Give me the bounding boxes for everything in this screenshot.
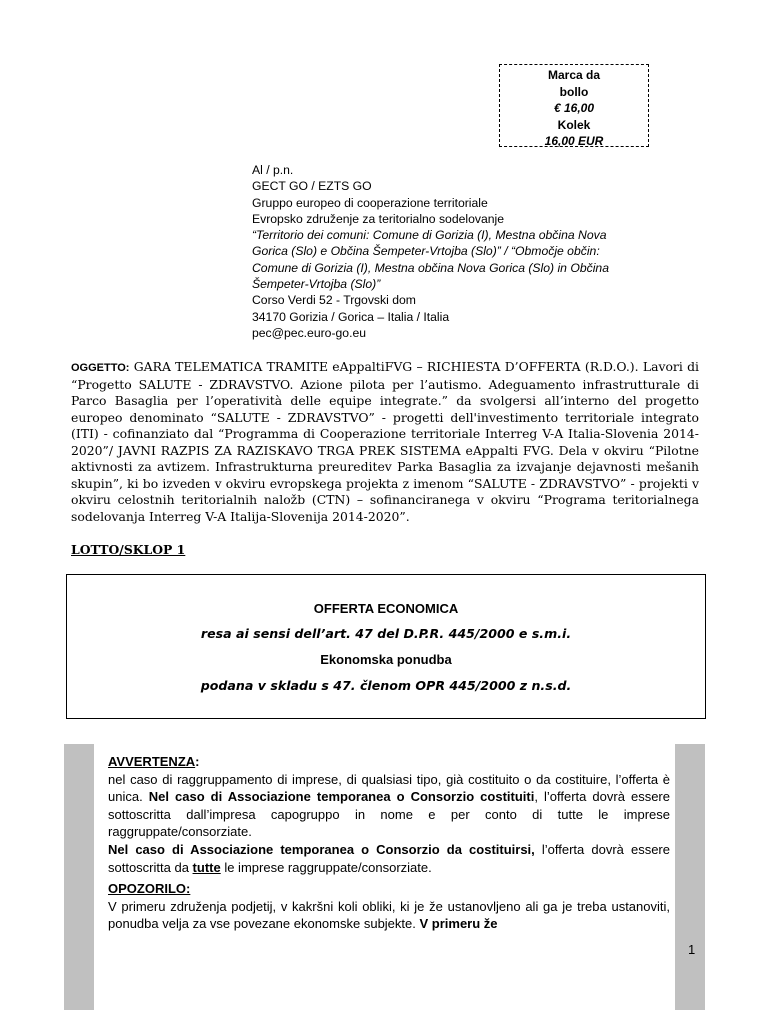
stamp-amount: € 16,00 [553,101,595,115]
pec-email: pec@pec.euro-go.eu [252,325,367,340]
address-line: Šempeter-Vrtojba (Slo)” [252,277,381,292]
warning-paragraph: nel caso di raggruppamento di imprese, di qualsiasi tipo, già costituito o da costituire, l’offerta è unica. Nel caso di Associazione temporanea o Consorzio costituiti, l’offerta dovrà essere sottoscritta dall’impresa capogruppo in nome e per conto di tutte le imprese raggruppate/consorziate. [108,771,670,840]
subject-label: OGGETTO: [71,362,130,374]
margin-bar-left [64,744,94,1010]
address-line: Corso Verdi 52 - Trgovski dom [252,293,416,308]
offer-subtitle-it: resa ai sensi dell’art. 47 del D.P.R. 445/2000 e s.m.i. [200,626,572,641]
address-line: “Territorio dei comuni: Comune di Gorizia (I), Mestna občina Nova [252,228,607,243]
page-number: 1 [688,942,696,957]
warning-heading: AVVERTENZA: [108,754,200,769]
address-line: Gruppo europeo di cooperazione territoriale [252,195,488,210]
recipient-address [252,162,672,341]
warning-section [108,753,670,933]
address-line: 34170 Gorizia / Gorica – Italia / Italia [252,309,450,324]
warning-paragraph: Nel caso di Associazione temporanea o Consorzio da costituirsi, l’offerta dovrà essere sottoscritta da tutte le imprese raggruppate/consorziate. [108,841,670,875]
subject-text: GARA TELEMATICA TRAMITE eAppaltiFVG – RICHIESTA D’OFFERTA (R.D.O.). Lavori di “Progetto SALUTE - ZDRAVSTVO. Azione pilota per l’autismo. Adeguamento infrastrutturale di Parco Basaglia per l’operatività delle equipe integrate.” da svolgersi all’interno del progetto europeo denominato “SALUTE - ZDRAVSTVO” - progetti dell'investimento territoriale integrato (ITI) - cofinanziato dal “Programma di Cooperazione territoriale Interreg V-A Italia-Slovenia 2014-2020”/ JAVNI RAZPIS ZA RAZISKAVO TRGA PREK SISTEMA eAppalti FVG. Dela v okviru “Pilotne aktivnosti za avtizem. Infrastrukturna preureditev Parka Basaglia za izvajanje dejavnosti mešanih skupin”, ki bo izveden v okviru evropskega projekta z imenom “SALUTE - ZDRAVSTVO” - projekti v okviru celostnih teritorialnih naložb (CTN) – sofinanciranega v okviru “Programa teritorialnega sodelovanja Interreg V-A Italija-Slovenija 2014-2020”. [71,359,699,524]
offer-title-it: OFFERTA ECONOMICA [313,601,459,616]
offer-title-sl: Ekonomska ponudba [320,652,452,667]
address-line: Evropsko združenje za teritorialno sodelovanje [252,211,505,226]
revenue-stamp-box [499,64,649,147]
offer-title-box [66,574,706,719]
stamp-line: Kolek [557,117,591,132]
opozorilo-heading: OPOZORILO: [108,881,191,897]
address-line: Comune di Gorizia (I), Mestna občina Nova Gorica (Slo) in Občina [252,260,609,275]
address-line: GECT GO / EZTS GO [252,179,372,194]
address-line: Gorica (Slo) e Občina Šempeter-Vrtojba (Slo)” / “Območje občin: [252,244,600,259]
stamp-amount-eur: 16,00 EUR [544,134,604,148]
offer-subtitle-sl: podana v skladu s 47. členom OPR 445/2000 z n.s.d. [200,678,572,693]
opozorilo-paragraph: V primeru združenja podjetij, v kakršni koli obliki, ki je že ustanovljeno ali ga je treba ustanoviti, ponudba velja za vse povezane ekonomske subjekte. V primeru že [108,898,670,932]
stamp-line: bollo [559,84,589,99]
lot-label: LOTTO/SKLOP 1 [71,542,186,557]
stamp-line: Marca da [547,68,601,82]
margin-bar-right [675,744,705,1010]
subject-paragraph [71,359,699,525]
address-line: Al / p.n. [252,163,294,177]
